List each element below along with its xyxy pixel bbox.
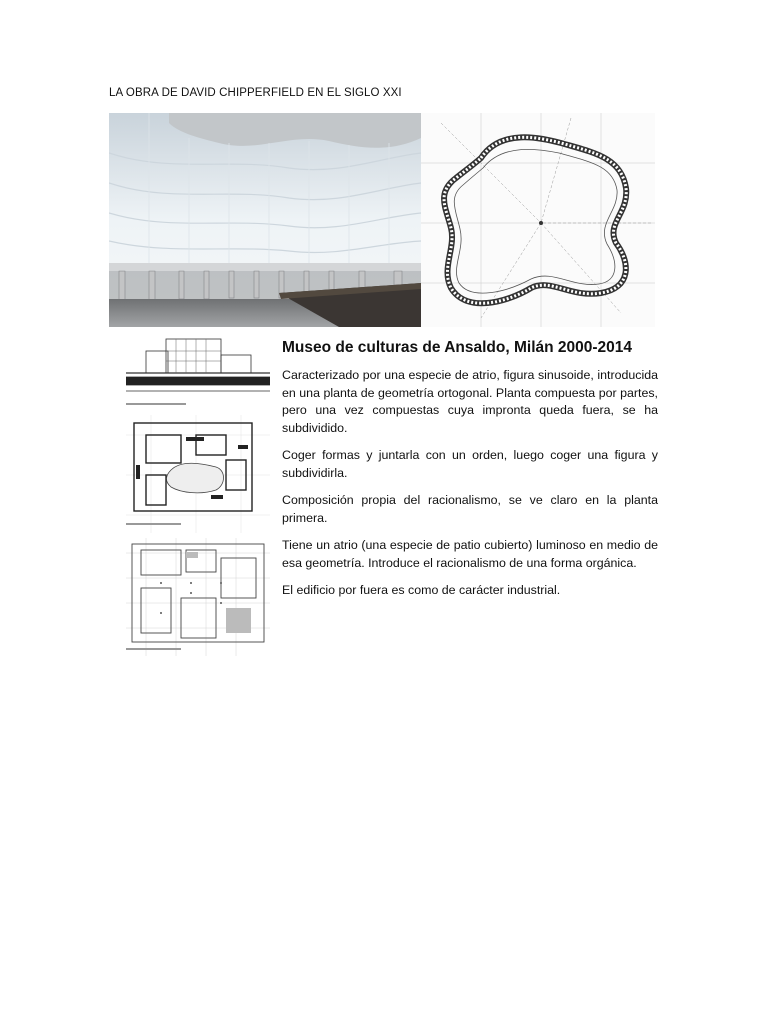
ground-floor-plan-drawing: [126, 538, 270, 656]
paragraph: Caracterizado por una especie de atrio, figura sinusoide, introducida en una planta de geometría ortogonal. Planta compuesta por partes, pero una vez compuestas cuya impronta queda fuera, se ha subdividido.: [282, 368, 658, 435]
atrium-plan-drawing: [421, 113, 655, 327]
text-column: [282, 339, 658, 610]
first-floor-plan-drawing: [126, 415, 270, 533]
paragraph: Coger formas y juntarla con un orden, luego coger una figura y subdividirla.: [282, 448, 658, 480]
paragraph: El edificio por fuera es como de carácter industrial.: [282, 583, 561, 597]
section-title: Museo de culturas de Ansaldo, Milán 2000-2014: [282, 339, 633, 356]
section-drawing: [126, 333, 270, 411]
paragraph: Composición propia del racionalismo, se ve claro en la planta primera.: [282, 493, 658, 525]
atrium-photo: [109, 113, 421, 327]
paragraph: Tiene un atrio (una especie de patio cubierto) luminoso en medio de esa geometría. Introduce el racionalismo de una forma orgánica.: [282, 538, 658, 570]
page-title: LA OBRA DE DAVID CHIPPERFIELD EN EL SIGLO XXI: [109, 87, 402, 99]
